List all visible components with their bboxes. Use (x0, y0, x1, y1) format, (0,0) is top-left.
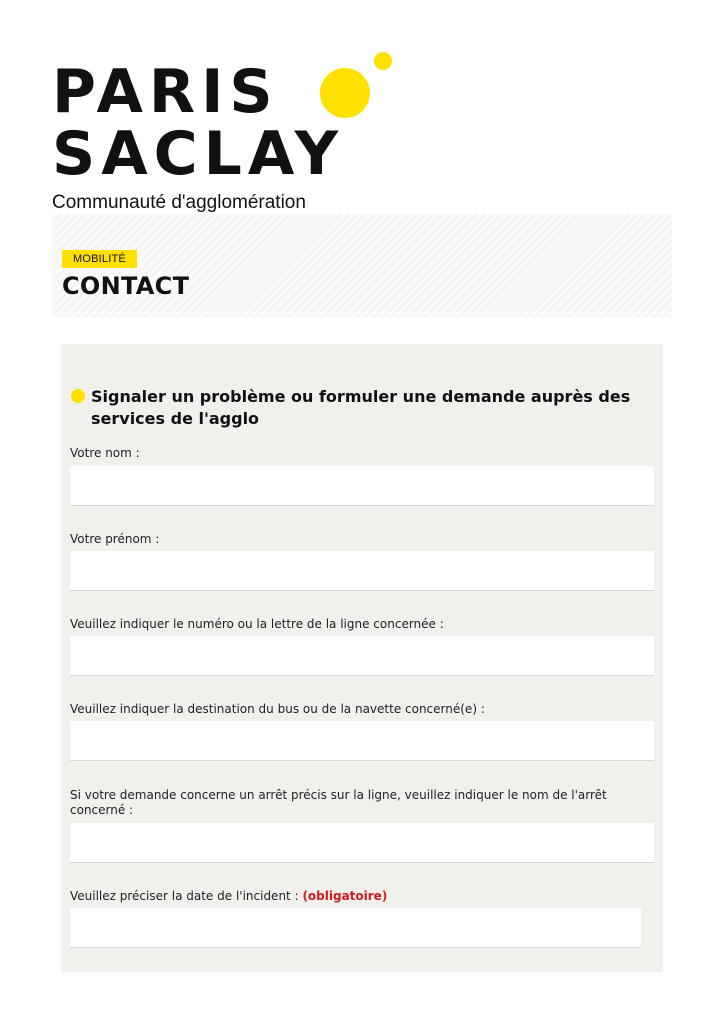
logo-yellow-dot-small (374, 52, 392, 70)
line-number-input[interactable] (70, 636, 654, 676)
name-input[interactable] (70, 466, 654, 506)
paris-saclay-logo (52, 52, 412, 222)
logo-word-paris: PARIS (52, 57, 279, 127)
destination-input[interactable] (70, 721, 654, 761)
bullet-dot-icon (71, 389, 85, 403)
logo-yellow-dot-large (320, 68, 370, 118)
logo-word-saclay: SACLAY (52, 119, 345, 189)
name-label: Votre nom : (70, 446, 140, 460)
section-banner (52, 214, 672, 318)
first-name-input[interactable] (70, 551, 654, 591)
line-number-label: Veuillez indiquer le numéro ou la lettre de la ligne concernée : (70, 617, 444, 631)
category-tag: MOBILITÉ (62, 250, 137, 268)
required-marker: (obligatoire) (302, 889, 388, 903)
destination-label: Veuillez indiquer la destination du bus ou de la navette concerné(e) : (70, 702, 485, 716)
stop-name-input[interactable] (70, 823, 654, 863)
logo-subtitle: Communauté d'agglomération (52, 192, 306, 213)
contact-form (61, 344, 663, 972)
first-name-label: Votre prénom : (70, 532, 160, 546)
page-title: CONTACT (62, 272, 190, 300)
incident-date-label (70, 889, 630, 904)
stop-name-label: Si votre demande concerne un arrêt précis sur la ligne, veuillez indiquer le nom de l'arrêt concerné : (70, 788, 607, 817)
incident-date-input[interactable] (70, 908, 641, 948)
form-title: Signaler un problème ou formuler une demande auprès des services de l'agglo (91, 387, 631, 428)
incident-date-label-text: Veuillez préciser la date de l'incident : (70, 889, 299, 903)
